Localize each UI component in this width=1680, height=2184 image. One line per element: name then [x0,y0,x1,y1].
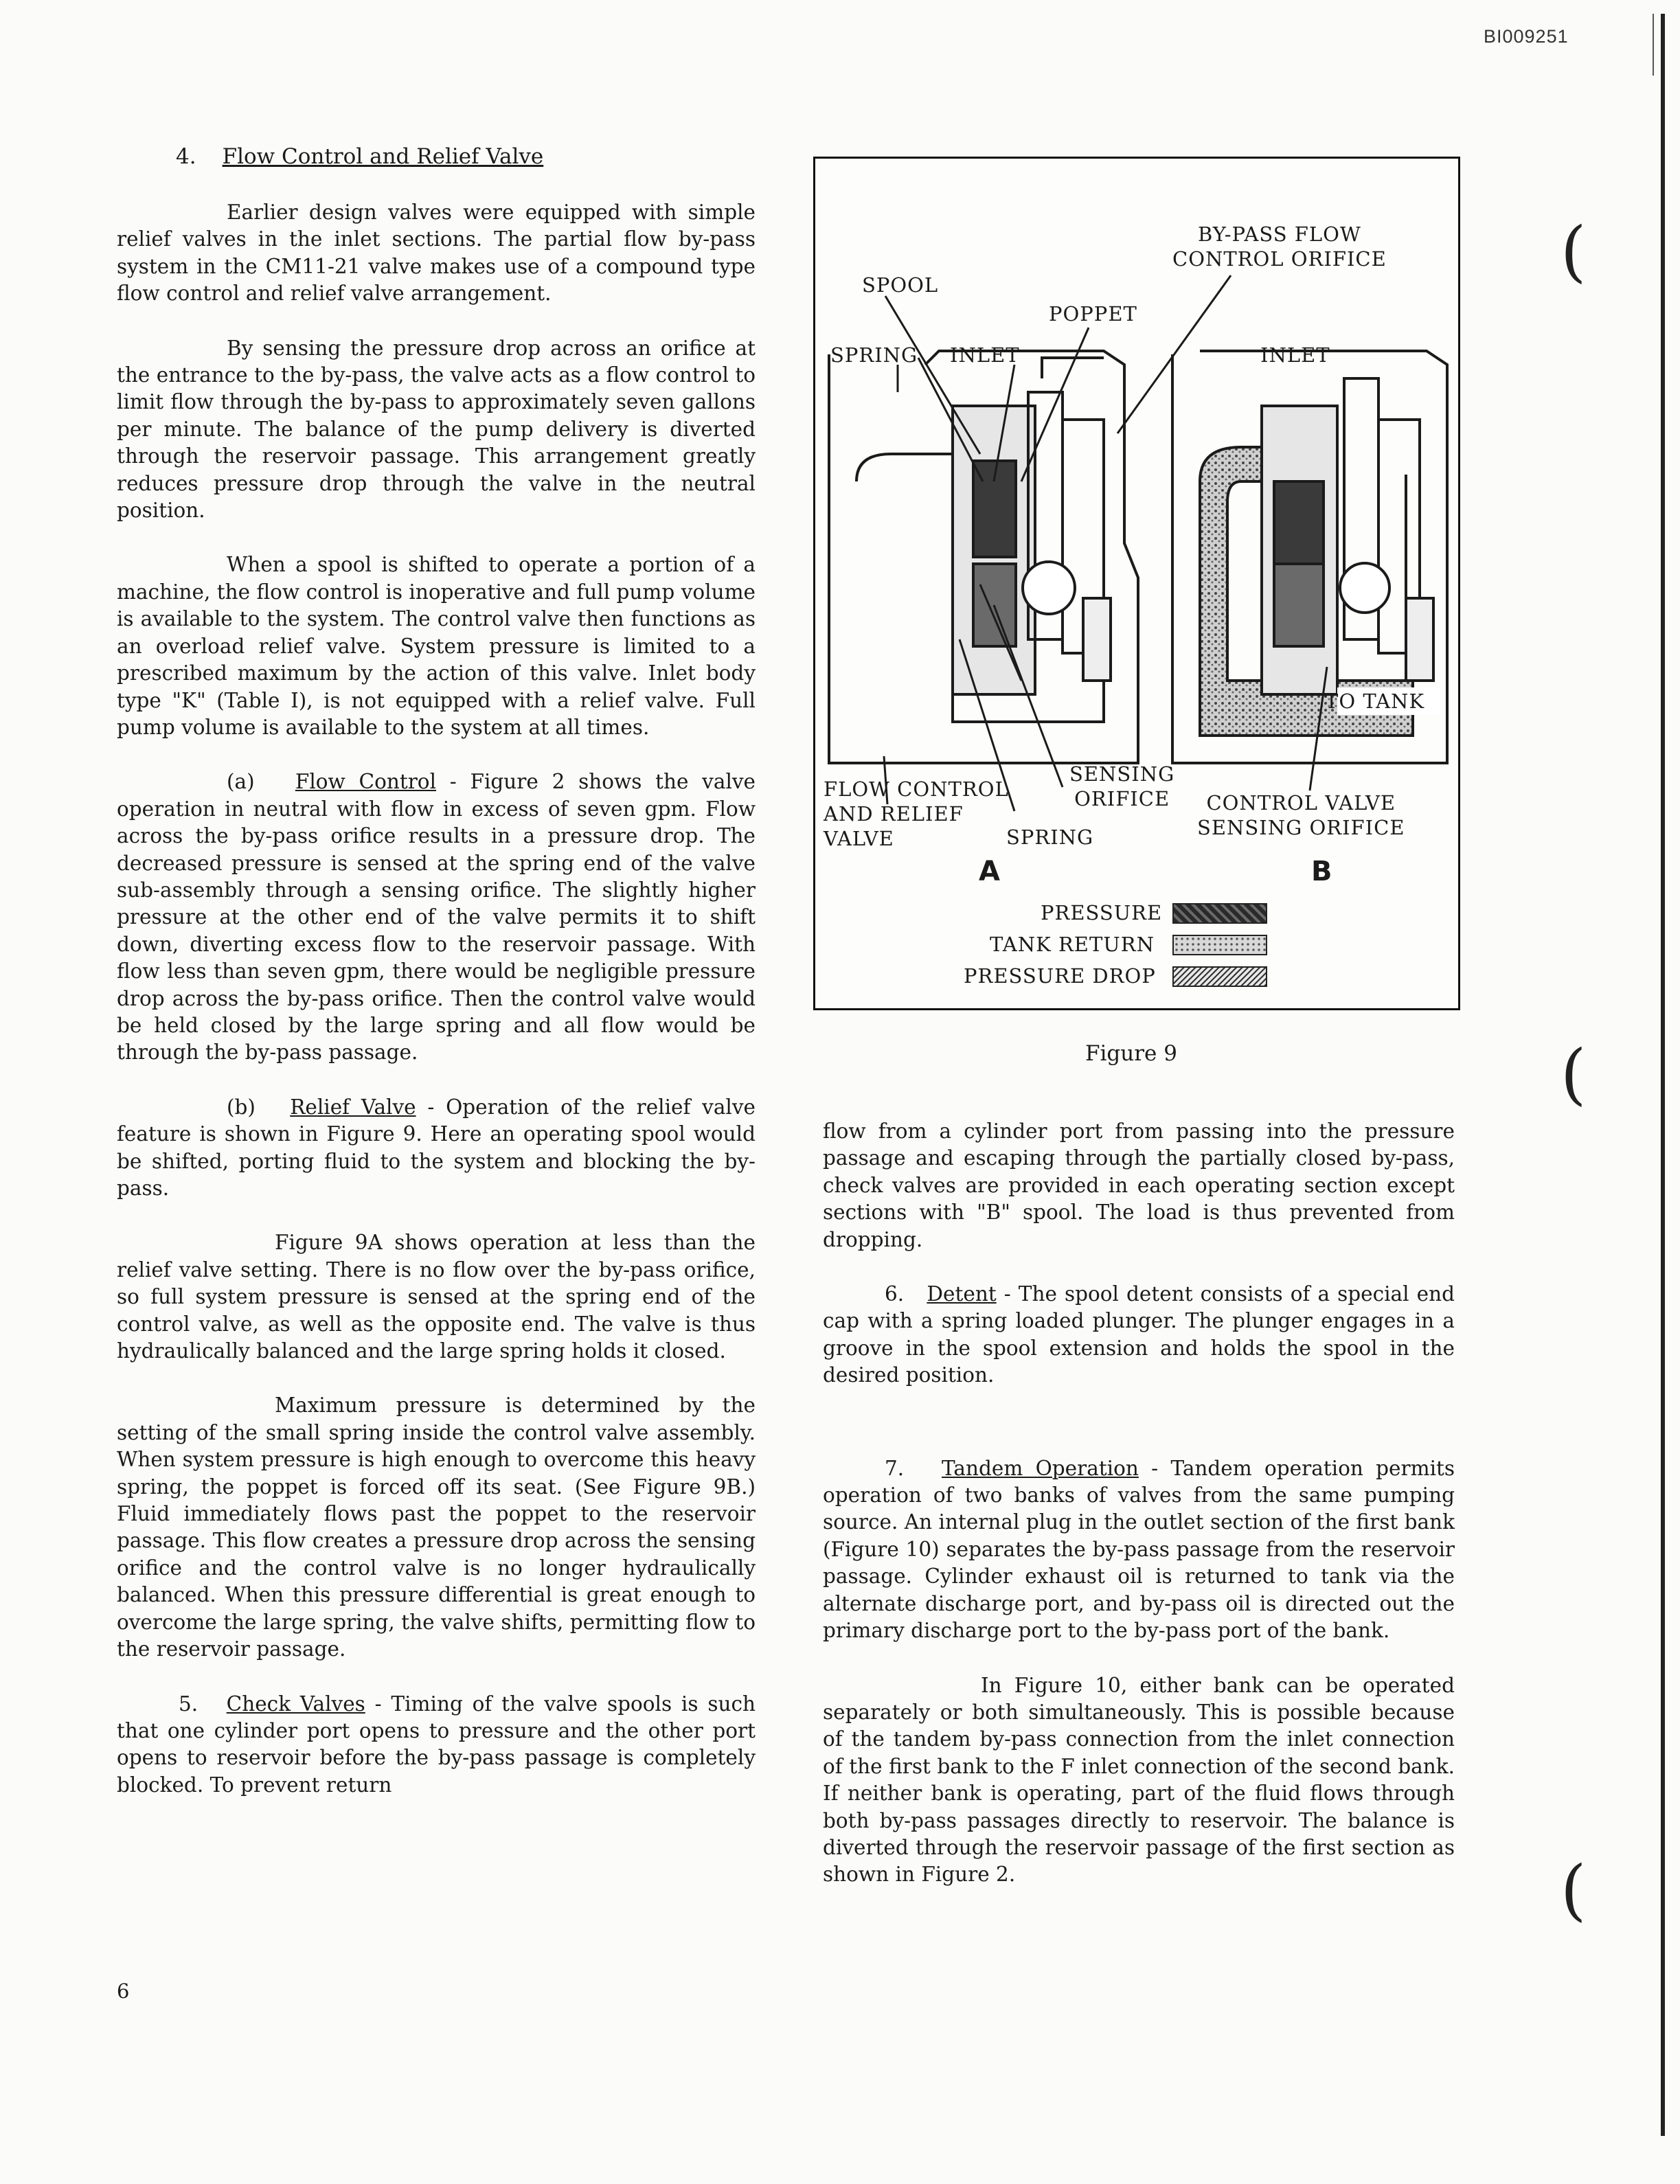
label-inlet-a: INLET [950,343,1020,367]
legend-label-pressure-drop: PRESSURE DROP [964,964,1156,988]
label-inlet-b: INLET [1260,343,1330,367]
label-control-valve-orifice: CONTROL VALVE SENSING ORIFICE [1197,791,1405,839]
paragraph-relief-valve: (b) Relief Valve - Operation of the relief valve feature is shown in Figure 9. Here an operating spool would be shifted, porting fluid to the system and blocking the by-pass. [117,1095,756,1200]
legend-swatch-tank-return [1172,935,1267,955]
binder-hole-mark: ( [1560,213,1587,290]
paragraph-check-valves-cont: flow from a cylinder port from passing into the pressure passage and escaping through the partially closed by-pass, check valves are provided in each operating section except sections with "B" spool. The load is thus prevented from dropping. [823,1119,1455,1251]
paragraph-check-valves: 5. Check Valves - Timing of the valve spools is such that one cylinder port opens to pressure and the other port opens to reservoir before the by-pass passage is completely blocked. To prevent return [117,1692,756,1797]
label-sensing-orifice: SENSING ORIFICE [1069,762,1175,810]
label-poppet: POPPET [1049,302,1137,326]
binder-hole-mark: ( [1560,1852,1587,1929]
paragraph-flow-control: (a) Flow Control - Figure 2 shows the valve operation in neutral with flow in excess of seven gpm. Flow across the by-pass orifice results in a pressure drop. The decreased pressure is sensed at the spring end of the valve sub-assembly through a sensing orifice. The slightly higher pressure at the other end of the valve permits it to shift down, diverting excess flow to the reservoir passage. With flow less than seven gpm, there would be negligible pressure drop across the by-pass orifice. Then the control valve would be held closed by the large spring and all flow would be through the by-pass passage. [117,770,756,1065]
panel-label-a: A [979,856,1001,887]
document-id: BI009251 [1484,26,1569,47]
legend-label-tank-return: TANK RETURN [990,933,1155,956]
label-spring-top: SPRING [830,343,918,367]
left-column [117,144,756,1826]
label-spool: SPOOL [862,273,939,297]
label-to-tank: TO TANK [1325,690,1425,713]
paragraph: In Figure 10, either bank can be operated separately or both simultaneously. This is possible because of the tandem by-pass connection from the inlet connection of the first bank to the F inlet connection of the second bank. If neither bank is operating, part of the fluid flows through both by-pass passages directly to reservoir. The balance is diverted through the reservoir passage of the first section as shown in Figure 2. [823,1673,1455,1887]
label-bypass-orifice: BY-PASS FLOW CONTROL ORIFICE [1172,223,1387,271]
section-4-heading: 4. Flow Control and Relief Valve [176,144,544,169]
paragraph: Earlier design valves were equipped with simple relief valves in the inlet sections. The partial flow by-pass system in the CM11-21 valve makes use of a compound type flow control and relief valve arrangement. [117,201,756,306]
panel-label-b: B [1311,856,1333,887]
right-column [823,1118,1455,1916]
page-edge-mark [1653,14,1654,76]
legend-label-pressure: PRESSURE [1041,901,1163,924]
paragraph: When a spool is shifted to operate a portion of a machine, the flow control is inoperative and full pump volume is available to the system. The control valve then functions as an overload relief valve. System pressure is limited to a prescribed maximum by the action of this valve. Inlet body type "K" (Table I), is not equipped with a relief valve. Full pump volume is available to the system at all times. [117,553,756,739]
paragraph: Maximum pressure is determined by the setting of the small spring inside the control valve assembly. When system pressure is high enough to overcome this heavy spring, the poppet is forced off its seat. (See Figure 9B.) Fluid immediately flows past the poppet to the reservoir passage. This flow creates a pressure drop across the sensing orifice and the control valve is no longer hydraulically balanced. When this pressure differential is great enough to overcome the large spring, the valve shifts, permitting flow to the reservoir passage. [117,1394,756,1661]
paragraph: Figure 9A shows operation at less than the relief valve setting. There is no flow over the by-pass orifice, so full system pressure is sensed at the spring end of the control valve, as well as the opposite end. The valve is thus hydraulically balanced and the large spring holds it closed. [117,1231,756,1363]
legend-swatch-pressure-drop [1172,966,1267,987]
valve-a-drawing [829,351,1138,763]
page-edge-line [1661,14,1665,2136]
label-spring-bottom: SPRING [1006,826,1094,849]
figure-9 [813,157,1460,1010]
label-flow-control-valve: FLOW CONTROL AND RELIEF VALVE [824,777,1009,850]
figure-caption: Figure 9 [1085,1041,1177,1066]
binder-hole-mark: ( [1560,1036,1587,1113]
paragraph: By sensing the pressure drop across an orifice at the entrance to the by-pass, the valve acts as a flow control to limit flow through the by-pass to approximately seven gallons per minute. The balance of the pump delivery is diverted through the reservoir passage. This arrangement greatly reduces pressure drop through the valve in the neutral position. [117,336,756,523]
legend-swatch-pressure [1172,903,1267,924]
paragraph-detent: 6. Detent - The spool detent consists of a special end cap with a spring loaded plunger. The plunger engages in a groove in the spool extension and holds the spool in the desired position. [823,1282,1455,1387]
paragraph-tandem-operation: 7. Tandem Operation - Tandem operation permits operation of two banks of valves from the same pumping source. An internal plug in the outlet section of the first bank (Figure 10) separates the by-pass passage from the reservoir passage. Cylinder exhaust oil is returned to tank via the alternate discharge port, and by-pass oil is directed out the primary discharge port to the by-pass port of the bank. [823,1456,1455,1643]
page-number: 6 [117,1979,130,2003]
